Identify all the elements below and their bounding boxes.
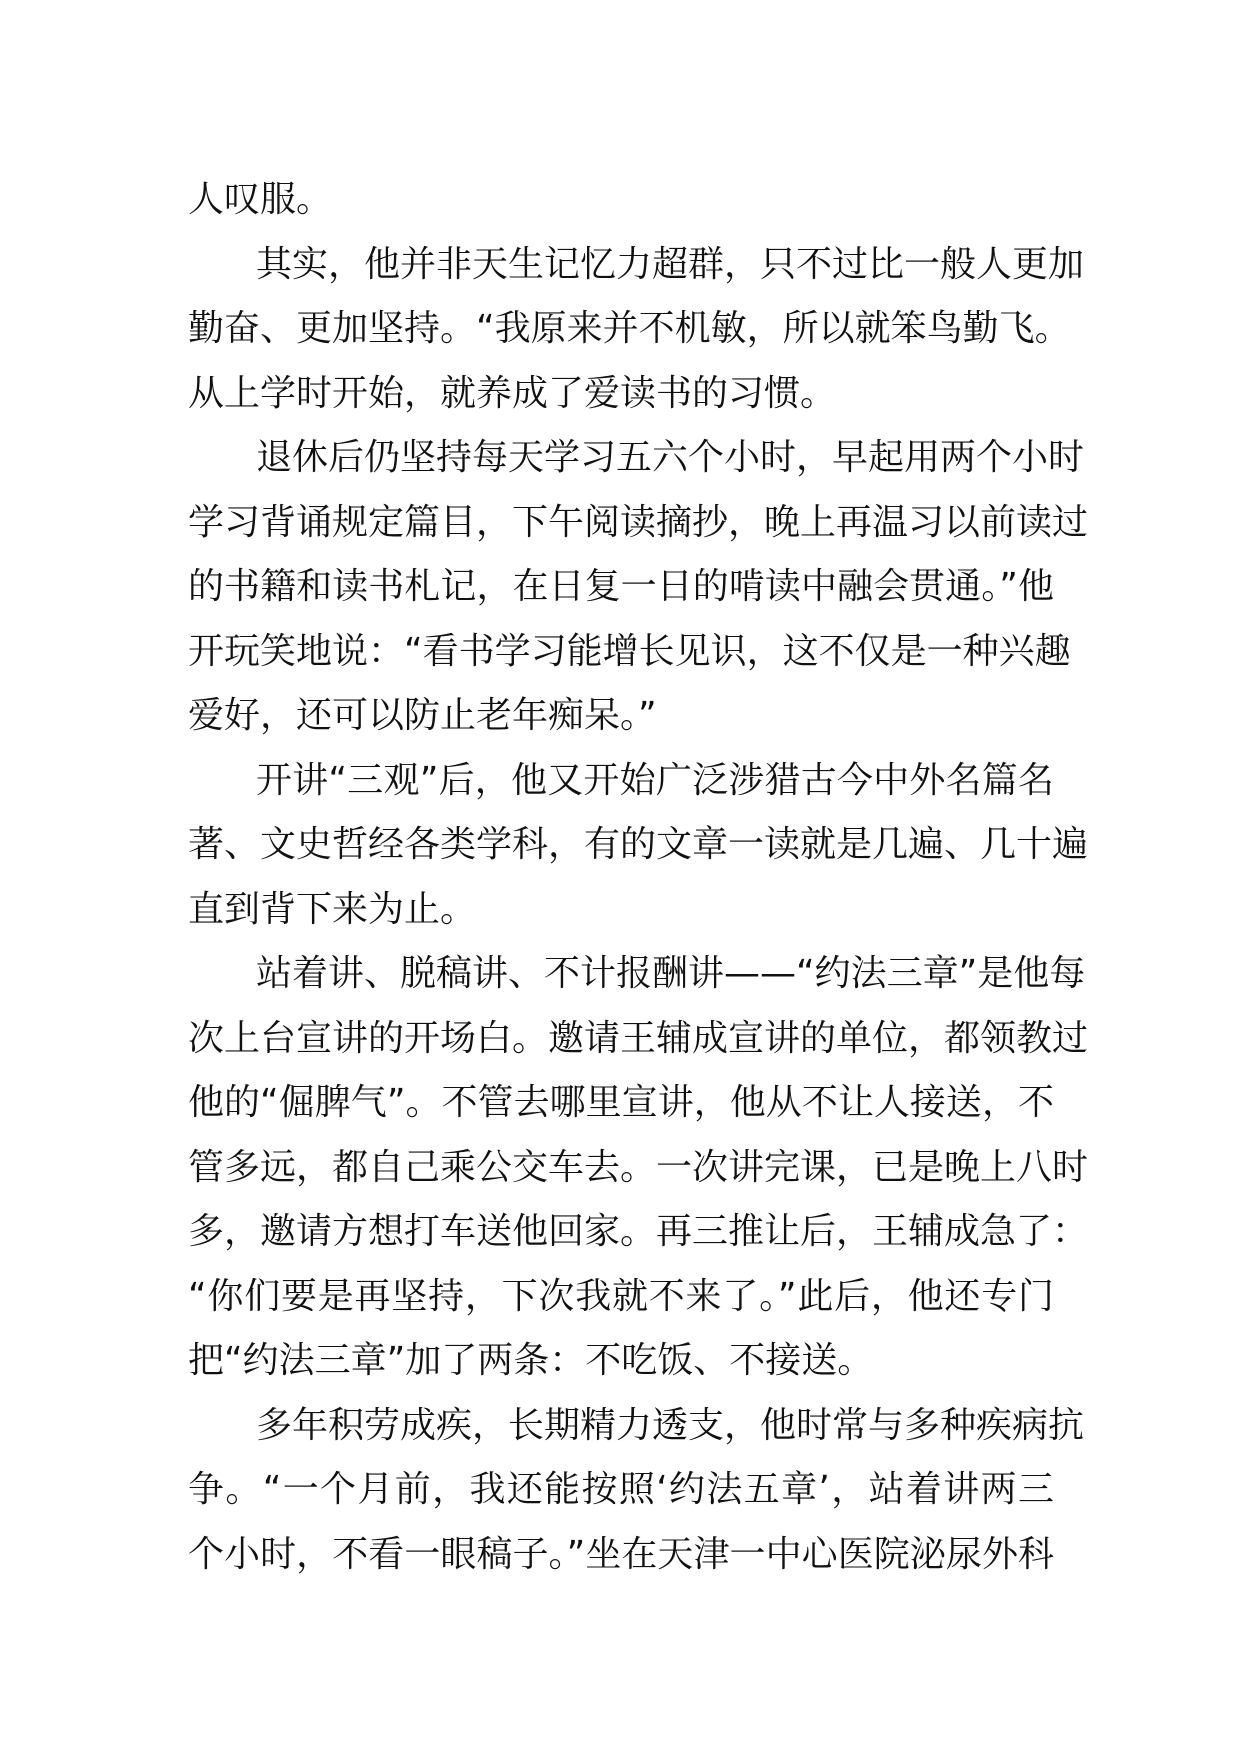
text-line: 次上台宣讲的开场白。邀请王辅成宣讲的单位，都领教过 — [188, 1017, 1089, 1059]
text-line: “你们要是再坚持，下次我就不来了。”此后，他还专门 — [188, 1275, 1054, 1317]
text-line: 他的“倔脾气”。不管去哪里宣讲，他从不让人接送，不 — [188, 1082, 1054, 1123]
text-line: 争。“一个月前，我还能按照‘约法五章’，站着讲两三 — [188, 1469, 1054, 1510]
text-line: 多年积劳成疾，长期精力透支，他时常与多种疾病抗 — [256, 1404, 1085, 1446]
text-line: 人叹服。 — [188, 179, 333, 220]
body-text — [188, 168, 1089, 1587]
text-line: 的书籍和读书札记，在日复一日的啃读中融会贯通。”他 — [188, 566, 1054, 607]
text-line: 开讲“三观”后，他又开始广泛涉猎古今中外名篇名 — [256, 759, 1054, 801]
text-line: 开玩笑地说：“看书学习能增长见识，这不仅是一种兴趣 — [188, 630, 1071, 672]
text-line: 多，邀请方想打车送他回家。再三推让后，王辅成急了： — [188, 1211, 1089, 1252]
text-line: 直到背下来为止。 — [188, 888, 477, 930]
text-line: 个小时，不看一眼稿子。”坐在天津一中心医院泌尿外科 — [188, 1533, 1054, 1575]
text-line: 退休后仍坚持每天学习五六个小时，早起用两个小时 — [256, 437, 1085, 478]
text-line: 把“约法三章”加了两条：不吃饭、不接送。 — [188, 1340, 874, 1381]
text-line: 学习背诵规定篇目，下午阅读摘抄，晚上再温习以前读过 — [188, 501, 1089, 543]
text-line: 管多远，都自己乘公交车去。一次讲完课，已是晚上八时 — [188, 1146, 1089, 1188]
text-line: 爱好，还可以防止老年痴呆。” — [188, 695, 657, 736]
text-line: 其实，他并非天生记忆力超群，只不过比一般人更加 — [256, 243, 1085, 285]
text-line: 从上学时开始，就养成了爱读书的习惯。 — [188, 372, 837, 414]
text-line: 著、文史哲经各类学科，有的文章一读就是几遍、几十遍 — [188, 824, 1089, 865]
text-line: 勤奋、更加坚持。“我原来并不机敏，所以就笨鸟勤飞。 — [188, 308, 1071, 349]
text-line: 站着讲、脱稿讲、不计报酬讲——“约法三章”是他每 — [256, 953, 1086, 994]
